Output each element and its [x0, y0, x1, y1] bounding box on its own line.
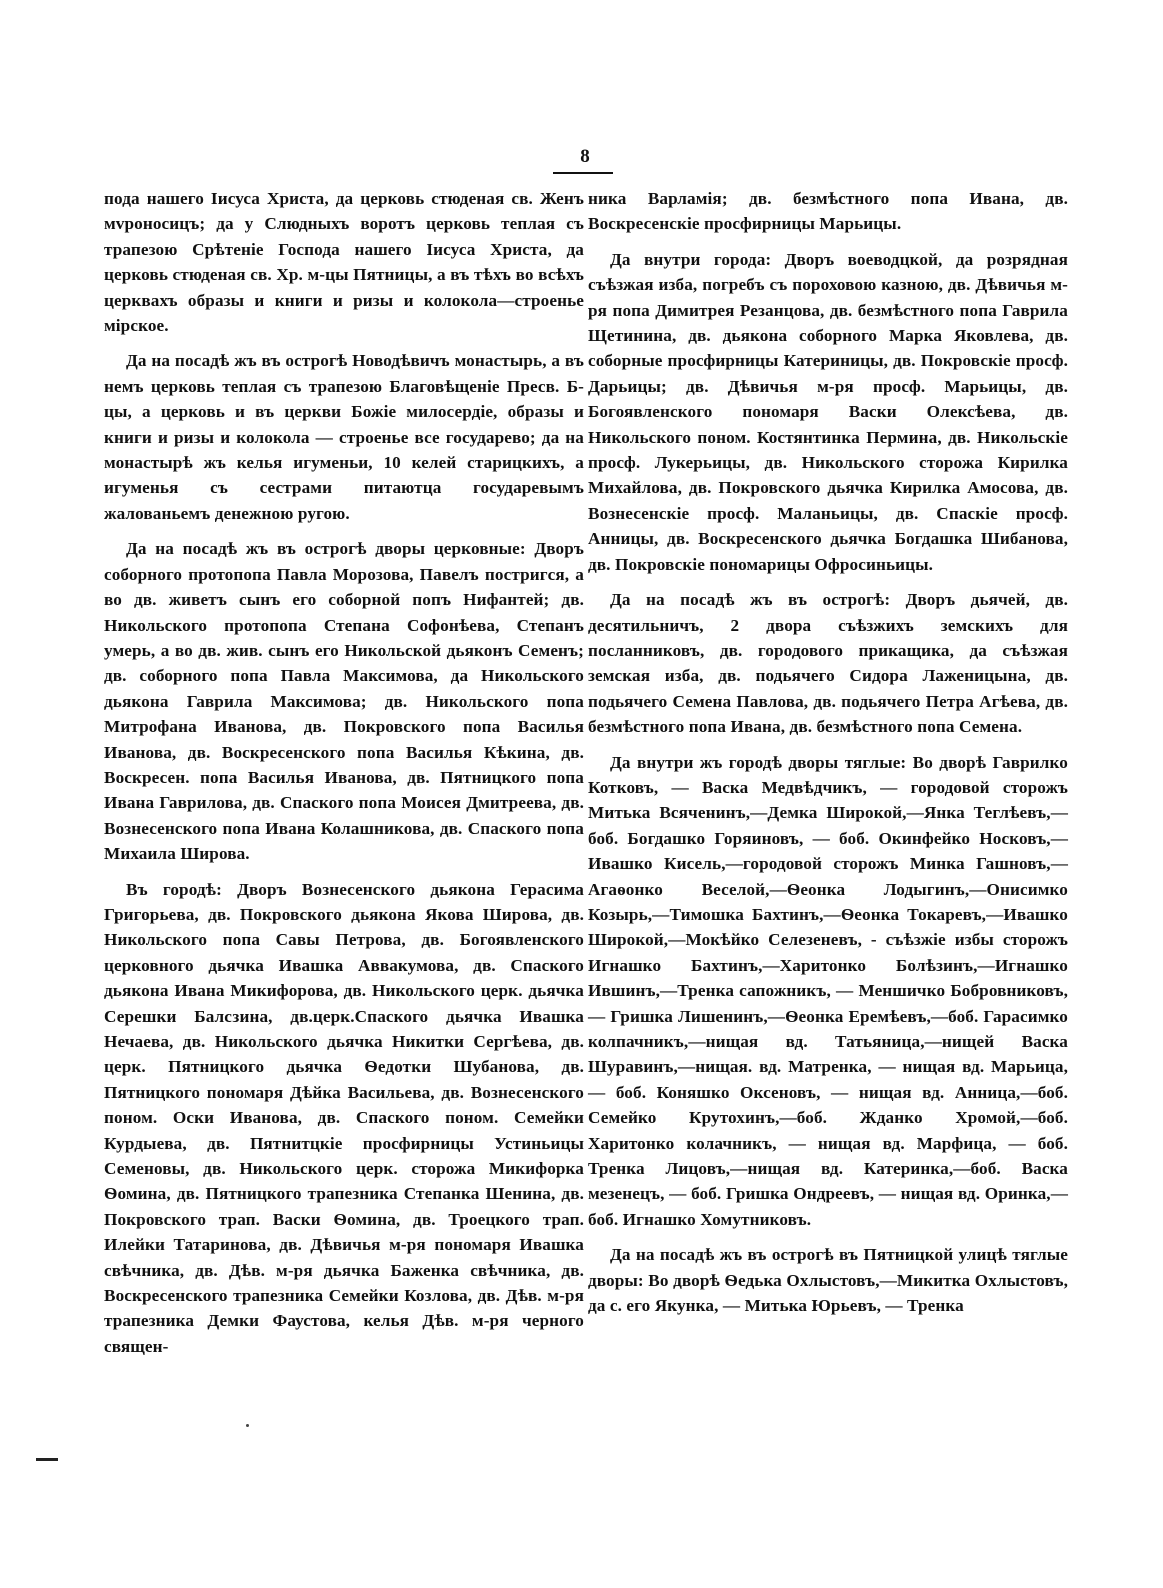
right-column: [588, 186, 1068, 1328]
paragraph: Да на посадѣ жъ въ острогѣ въ Пятницкой улицѣ тяглые дворы: Во дворѣ Ѳедька Охлыстовъ,—Микитка Охлыстовъ, да с. его Якунка, — Митька Юрьевъ, — Тренка: [588, 1245, 1068, 1316]
paragraph: Да на посадѣ жъ въ острогѣ дворы церковные: Дворъ соборного протопопа Павла Морозова, Павелъ постригся, а во дв. живетъ сынъ его соборной попъ Нифантей; дв. Никольского протопопа Степана Софонѣева, Степанъ умерь, а во дв. жив. сынъ его Никольской дьяконъ Семенъ; дв. соборного попа Павла Максимова, да Никольского дьякона Гаврила Максимова; дв. Никольского попа Митрофана Иванова, дв. Покровского попа Василья Иванова, дв. Воскресенского попа Василья Кѣкина, дв. Воскресен. попа Василья Иванова, дв. Пятницкого попа Ивана Гаврилова, дв. Спаского попа Моисея Дмитреева, дв. Вознесенского попа Ивана Колашникова, дв. Спаского попа Михаила Широва.: [104, 539, 584, 864]
paragraph: Да на посадѣ жъ въ острогѣ: Дворъ дьячей, дв. десятильничъ, 2 двора съѣзжихъ земскихъ для посланниковъ, дв. городового прикащика, да съѣзжая земская изба, дв. подьячего Сидора Лаженицына, дв. подьячего Семена Павлова, дв. подьячего Петра Агѣева, дв. безмѣстного попа Ивана, дв. безмѣстного попа Семена.: [588, 590, 1068, 737]
paragraph: ника Варламія; дв. безмѣстного попа Ивана, дв. Воскресенскіе просфирницы Марьицы.: [588, 189, 1068, 234]
paragraph: Въ городѣ: Дворъ Вознесенского дьякона Герасима Григорьева, дв. Покровского дьякона Якова Широва, дв. Никольского попа Савы Петрова, дв. Богоявленского церковного дьячка Ивашка Аввакумова, дв. Спаского дьякона Ивана Микифорова, дв. Никольского церк. дьячка Серешки Балсзина, дв.церк.Спаского дьячка Ивашка Нечаева, дв. Никольского дьячка Никитки Сергѣева, дв. церк. Пятницкого дьячка Ѳедотки Шубанова, дв. Пятницкого пономаря Дѣйка Васильева, дв. Вознесенского поном. Оски Иванова, дв. Спаского поном. Семейки Курдыева, дв. Пятнитцкіе просфирницы Устиньицы Семеновы, дв. Никольского церк. сторожа Микифорка Ѳомина, дв. Пятницкого трапезника Степанка Шенина, дв. Покровского трап. Васки Ѳомина, дв. Троецкого трап. Илейки Татаринова, дв. Дѣвичья м-ря пономаря Ивашка свѣчника, дв. Дѣв. м-ря дьячка Баженка свѣчника, дв. Воскресенского трапезника Семейки Козлова, дв. Дѣв. м-ря трапезника Демки Фаустова, келья Дѣв. м-ря черного священ-: [104, 879, 584, 1356]
margin-mark: [36, 1458, 58, 1461]
left-column: [104, 186, 584, 1369]
paragraph: Да внутри жъ городѣ дворы тяглые: Во дворѣ Гаврилко Котковъ, — Васка Медвѣдчикъ, — городовой сторожъ Митька Всяченинъ,—Демка Широкой,—Янка Теглѣевъ,—боб. Богдашко Горяиновъ, — боб. Окинфейко Носковъ,—Ивашко Кисель,—городовой сторожъ Минка Гашновъ,—Агаѳонко Веселой,—Ѳеонка Лодыгинъ,—Онисимко Козырь,—Тимошка Бахтинъ,—Ѳеонка Токаревъ,—Ивашко Широкой,—Мокѣйко Селезеневъ, - съѣзжіе избы сторожъ Игнашко Бахтинъ,—Харитонко Болѣзинъ,—Игнашко Ившинъ,—Тренка сапожникъ, — Меншичко Бобровниковъ, — Гришка Лишенинъ,—Ѳеонка Еремѣевъ,—боб. Гарасимко колпачникъ,—нищая вд. Татьяница,—нищей Васка Шуравинъ,—нищая. вд. Матренка, — нищая вд. Марьица, — боб. Коняшко Оксеновъ, — нищая вд. Анница,—боб. Семейко Крутохинъ,—боб. Жданко Хромой,—боб. Харитонко колачникъ, — нищая вд. Марфица, — боб. Тренка Лицовъ,—нищая вд. Катеринка,—боб. Васка мезенецъ, — боб. Гришка Ондреевъ, — нищая вд. Оринка,—боб. Игнашко Хомутниковъ.: [588, 752, 1068, 1229]
page-number: 8: [580, 146, 590, 167]
scan-speck: [246, 1424, 249, 1427]
paragraph: Да внутри города: Дворъ воеводцкой, да розрядная съѣзжая изба, погребъ съ пороховою казною, дв. Дѣвичья м-ря попа Димитрея Резанцова, дв. безмѣстного попа Гаврила Щетинина, дв. дьякона соборного Марка Яковлева, дв. соборные просфирницы Катериницы, дв. Покровскіе просф. Дарьицы; дв. Дѣвичья м-ря просф. Марьицы, дв. Богоявленского пономаря Васки Олексѣева, дв. Никольского поном. Костянтинка Пермина, дв. Никольскіе просф. Лукерьицы, дв. Никольского сторожа Кирилка Михайлова, дв. Покровского дьячка Кирилка Амосова, дв. Вознесенскіе просф. Маланьицы, дв. Спаскіе просф. Анницы, дв. Воскресенского дьячка Богдашка Шибанова, дв. Покровскіе пономарицы Офросиньицы.: [588, 249, 1068, 574]
page-number-rule: [553, 172, 613, 174]
paragraph: пода нашего Іисуса Христа, да церковь стюденая св. Женъ мvроносицъ; да у Слюдныхъ воротъ церковь теплая съ трапезою Срѣтеніе Господа нашего Іисуса Христа, да церковь стюденая св. Хр. м-цы Пятницы, а въ тѣхъ во всѣхъ церквахъ образы и книги и ризы и колокола—строенье мірское.: [104, 189, 584, 336]
paragraph: Да на посадѣ жъ въ острогѣ Новодѣвичъ монастырь, а въ немъ церковь теплая съ трапезою Благовѣщеніе Пресв. Б-цы, а церковь и въ церкви Божіе милосердіе, образы и книги и ризы и колокола — строенье все государево; да на монастырѣ жъ келья игуменьи, 10 келей старицкихъ, а игуменья съ сестрами питаютца государевымъ жалованьемъ денежною ругою.: [104, 351, 584, 523]
